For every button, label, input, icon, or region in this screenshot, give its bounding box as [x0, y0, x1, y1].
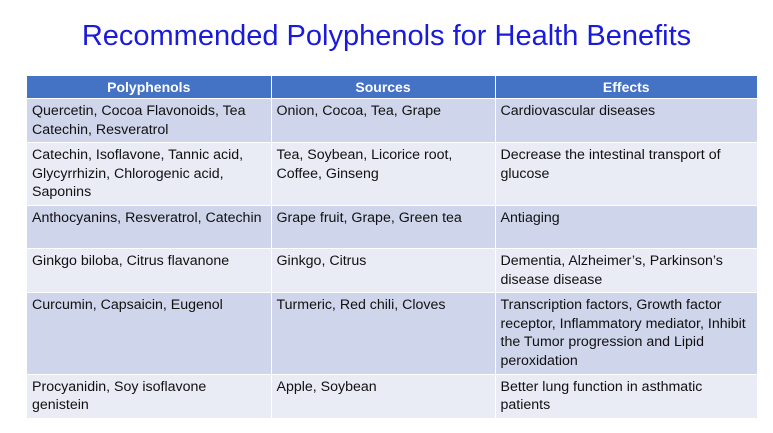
cell-sources: Grape fruit, Grape, Green tea	[271, 205, 495, 248]
cell-polyphenols: Catechin, Isoflavone, Tannic acid, Glycyrrhizin, Chlorogenic acid, Saponins	[27, 143, 271, 206]
cell-sources: Tea, Soybean, Licorice root, Coffee, Ginseng	[271, 143, 495, 206]
cell-effects: Transcription factors, Growth factor receptor, Inflammatory mediator, Inhibit the Tumor progression and Lipid peroxidation	[495, 293, 757, 374]
cell-sources: Turmeric, Red chili, Cloves	[271, 293, 495, 374]
table-row	[27, 99, 757, 143]
cell-polyphenols: Quercetin, Cocoa Flavonoids, Tea Catechin, Resveratrol	[27, 99, 271, 143]
header-polyphenols: Polyphenols	[27, 76, 271, 99]
cell-sources: Ginkgo, Citrus	[271, 248, 495, 292]
polyphenols-table-container	[27, 76, 757, 418]
cell-sources: Onion, Cocoa, Tea, Grape	[271, 99, 495, 143]
cell-effects: Decrease the intestinal transport of glucose	[495, 143, 757, 206]
cell-effects: Dementia, Alzheimer’s, Parkinson’s disease disease	[495, 248, 757, 292]
cell-effects: Better lung function in asthmatic patients	[495, 374, 757, 418]
cell-polyphenols: Anthocyanins, Resveratrol, Catechin	[27, 205, 271, 248]
table-row	[27, 143, 757, 206]
cell-effects: Antiaging	[495, 205, 757, 248]
cell-polyphenols: Ginkgo biloba, Citrus flavanone	[27, 248, 271, 292]
header-effects: Effects	[495, 76, 757, 99]
polyphenols-table	[27, 76, 757, 418]
table-row	[27, 293, 757, 374]
cell-sources: Apple, Soybean	[271, 374, 495, 418]
cell-effects: Cardiovascular diseases	[495, 99, 757, 143]
table-row	[27, 374, 757, 418]
header-sources: Sources	[271, 76, 495, 99]
table-row	[27, 205, 757, 248]
table-row	[27, 248, 757, 292]
cell-polyphenols: Curcumin, Capsaicin, Eugenol	[27, 293, 271, 374]
cell-polyphenols: Procyanidin, Soy isoflavone genistein	[27, 374, 271, 418]
slide-title: Recommended Polyphenols for Health Benefits	[81, 20, 692, 52]
table-header-row	[27, 76, 757, 99]
